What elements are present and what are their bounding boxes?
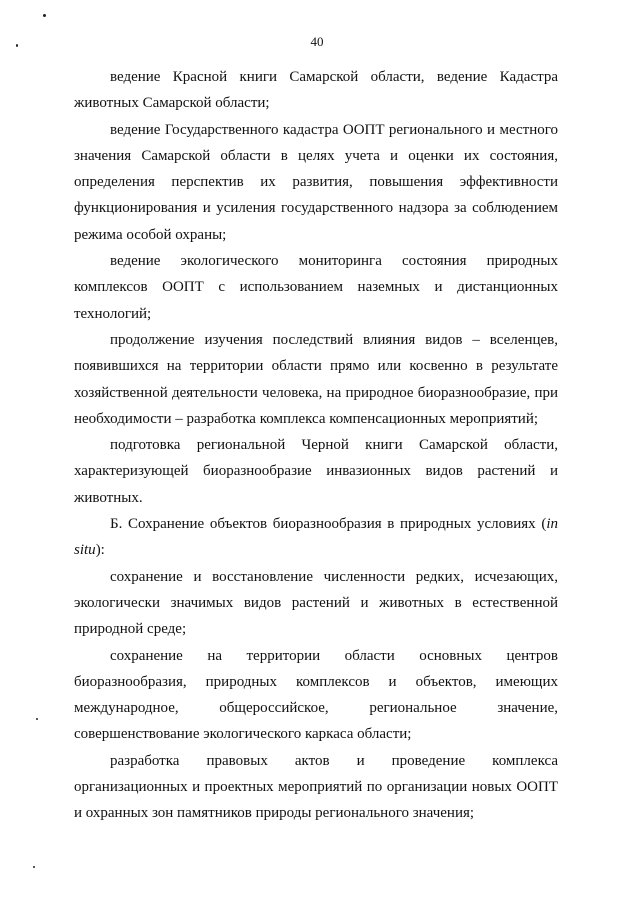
- scan-speck: [33, 866, 35, 868]
- paragraph-species-restoration: сохранение и восстановление численности редких, исчезающих, экологически значимых видов растений и животных в естественной природной среде;: [74, 568, 558, 638]
- section-b-text: Б. Сохранение объектов биоразнообразия в природных условиях (: [110, 516, 547, 533]
- section-b-heading: [74, 511, 558, 564]
- page-number: 40: [310, 34, 324, 49]
- paragraph-red-book: ведение Красной книги Самарской области, ведение Кадастра животных Самарской области;: [74, 69, 558, 112]
- paragraph-monitoring: ведение экологического мониторинга состояния природных комплексов ООПТ с использованием наземных и дистанционных технологий;: [74, 253, 558, 322]
- section-b-italic: in situ: [74, 516, 558, 559]
- document-body: [74, 64, 558, 827]
- scan-speck: [43, 14, 46, 17]
- paragraph-black-book: подготовка региональной Черной книги Самарской области, характеризующей биоразнообразие инвазионных видов растений и животных.: [74, 437, 558, 506]
- section-b-tail: ):: [95, 542, 105, 559]
- paragraph-cadastre: ведение Государственного кадастра ООПТ регионального и местного значения Самарской области в целях учета и оценки их состояния, определения перспектив их развития, повышения эффективности функционирования и усиления государственного надзора за соблюдением режима особой охраны;: [74, 121, 558, 243]
- paragraph-invasive-study: продолжение изучения последствий влияния видов – вселенцев, появившихся на территории области прямо или косвенно в результате хозяйственной деятельности человека, на природное биоразнообразие, при необходимости – разработка комплекса компенсационных мероприятий;: [74, 331, 558, 427]
- paragraph-biodiversity-centers: сохранение на территории области основных центров биоразнообразия, природных комплексов и объектов, имеющих международное, общероссийское, региональное значение, совершенствование экологического каркаса области;: [74, 647, 558, 743]
- scan-speck: [36, 718, 38, 720]
- paragraph-legal-acts: разработка правовых актов и проведение комплекса организационных и проектных мероприятий по организации новых ООПТ и охранных зон памятников природы регионального значения;: [74, 752, 558, 822]
